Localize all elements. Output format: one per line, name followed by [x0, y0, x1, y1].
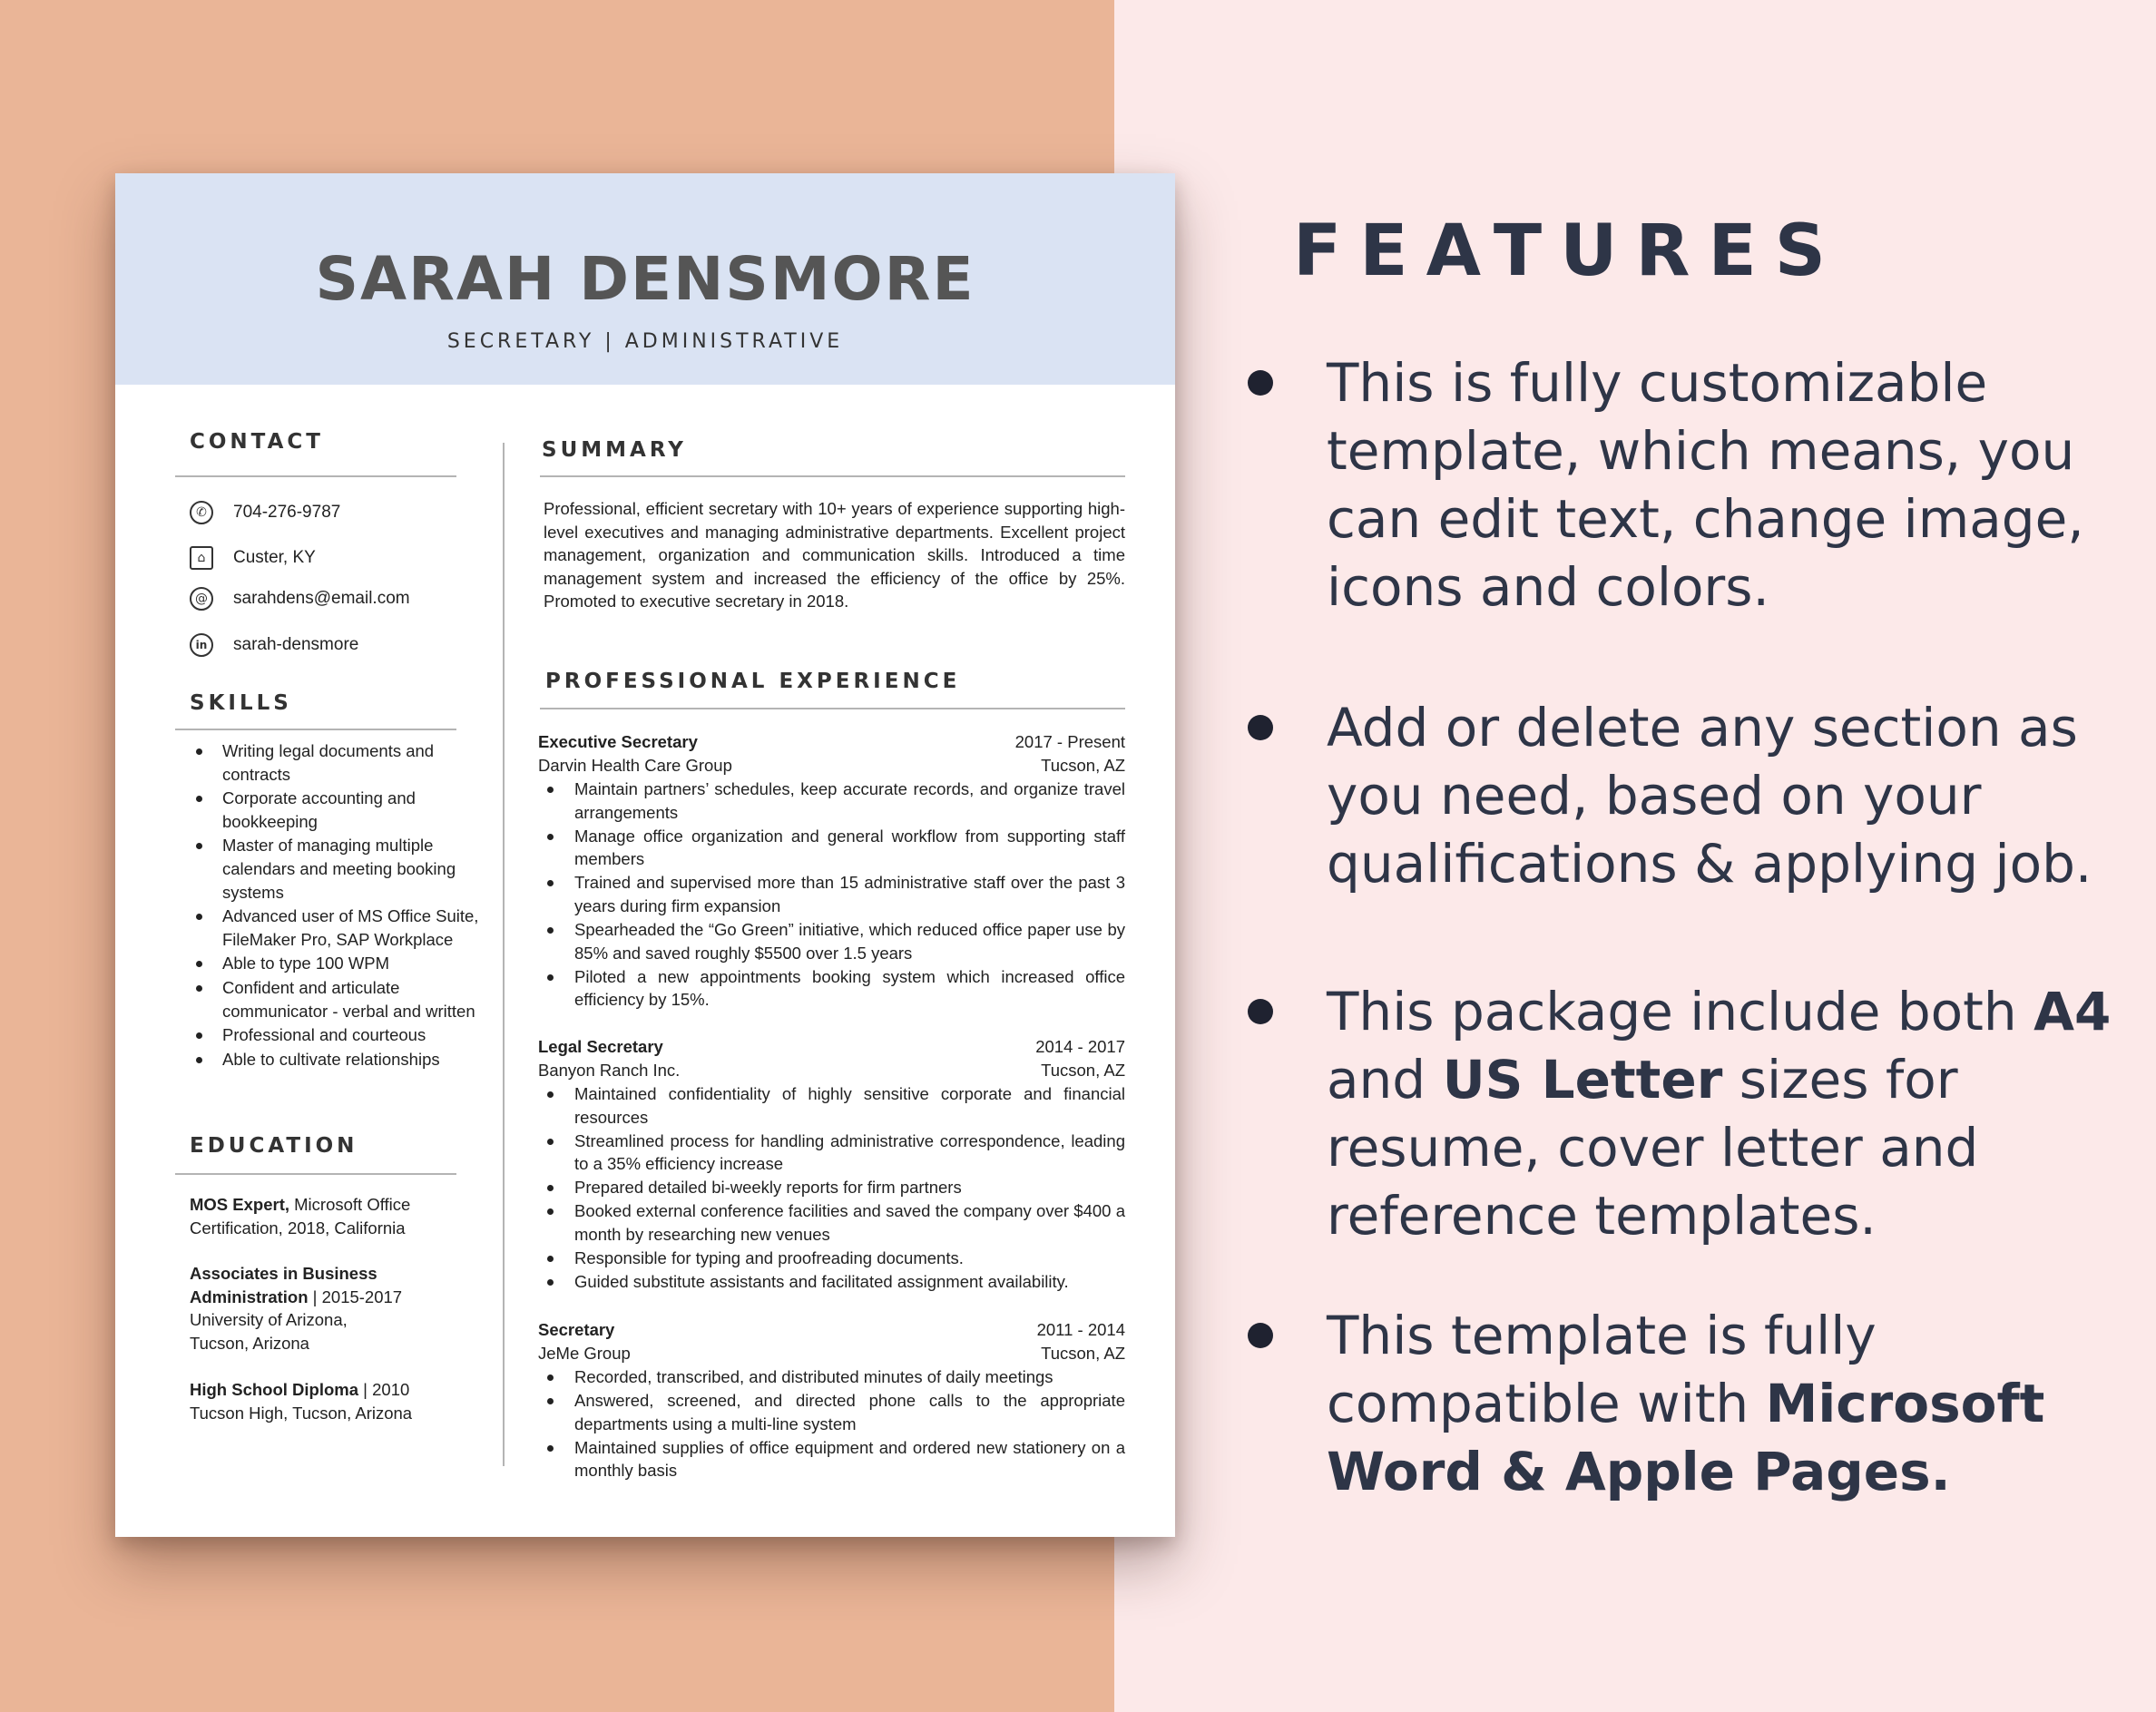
- job-dates: 2014 - 2017: [1035, 1037, 1125, 1056]
- job-company: Banyon Ranch Inc.: [538, 1060, 681, 1080]
- bullet-icon: [1248, 1323, 1273, 1348]
- edu-detail: | 2015-2017: [308, 1286, 403, 1306]
- edu-detail: Tucson, Arizona: [190, 1333, 309, 1353]
- list-item: Advanced user of MS Office Suite, FileMaker Pro, SAP Workplace: [190, 905, 498, 951]
- edu-detail: Tucson High, Tucson, Arizona: [190, 1403, 413, 1423]
- list-item: Responsible for typing and proofreading documents.: [538, 1247, 1125, 1270]
- feature-text: [1327, 978, 2125, 1250]
- experience-rule: [540, 708, 1125, 709]
- list-item: Maintained supplies of office equipment and ordered new stationery on a monthly basis: [538, 1436, 1125, 1482]
- features-title: FEATURES: [1293, 210, 1844, 292]
- list-item: Prepared detailed bi-weekly reports for firm partners: [538, 1176, 1125, 1199]
- contact-email-text: sarahdens@email.com: [233, 589, 410, 608]
- list-item: Maintain partners’ schedules, keep accurate records, and organize travel arrangements: [538, 778, 1125, 824]
- linkedin-icon: in: [190, 633, 213, 657]
- column-divider: [503, 443, 505, 1466]
- list-item: Professional and courteous: [190, 1023, 498, 1047]
- education-item: [190, 1262, 489, 1355]
- feature-text-bold: US Letter: [1442, 1049, 1723, 1110]
- phone-icon: ✆: [190, 501, 213, 524]
- feature-text: This is fully customizable template, which means, you can edit text, change image, icons and colors.: [1327, 352, 2084, 618]
- feature-text-part: This template is fully compatible with: [1327, 1305, 1877, 1434]
- list-item: Trained and supervised more than 15 administrative staff over the past 3 years during firm expansion: [538, 871, 1125, 917]
- edu-detail: University of Arizona,: [190, 1310, 348, 1330]
- job-dates: 2011 - 2014: [1036, 1320, 1125, 1339]
- resume-role: SECRETARY | ADMINISTRATIVE: [446, 330, 844, 353]
- feature-item: [1327, 1302, 2125, 1506]
- feature-item: [1327, 349, 2125, 621]
- job-bullets: [538, 1082, 1125, 1294]
- job-dates: 2017 - Present: [1014, 732, 1125, 751]
- education-item: [190, 1378, 489, 1424]
- feature-text-bold: Microsoft Word & Apple Pages.: [1327, 1373, 2045, 1502]
- list-item: Recorded, transcribed, and distributed minutes of daily meetings: [538, 1365, 1125, 1389]
- contact-phone: [190, 501, 340, 524]
- contact-rule: [175, 475, 456, 477]
- contact-linkedin-text: sarah-densmore: [233, 635, 359, 654]
- edu-degree: Associates in Business: [190, 1264, 377, 1283]
- feature-text-part: and: [1327, 1049, 1443, 1110]
- feature-text: [1327, 1302, 2125, 1506]
- feature-item: [1327, 694, 2125, 898]
- job-location: Tucson, AZ: [1041, 755, 1125, 775]
- list-item: Maintained confidentiality of highly sensitive corporate and financial resources: [538, 1082, 1125, 1129]
- skills-list: [190, 739, 498, 1071]
- resume-name: SARAH DENSMORE: [315, 244, 975, 314]
- edu-degree: MOS Expert,: [190, 1195, 289, 1214]
- edu-detail: Microsoft Office: [289, 1195, 411, 1214]
- contact-location: [190, 546, 316, 570]
- contact-email: [190, 587, 410, 611]
- education-rule: [175, 1173, 456, 1175]
- list-item: Answered, screened, and directed phone calls to the appropriate departments using a multi-line system: [538, 1389, 1125, 1435]
- list-item: Corporate accounting and bookkeeping: [190, 787, 498, 833]
- feature-text-part: This package include both: [1327, 981, 2034, 1042]
- summary-title: SUMMARY: [542, 438, 687, 462]
- list-item: Guided substitute assistants and facilitated assignment availability.: [538, 1270, 1125, 1294]
- at-icon: @: [190, 587, 213, 611]
- feature-text-bold: A4: [2034, 981, 2112, 1042]
- job-location: Tucson, AZ: [1041, 1343, 1125, 1363]
- job-title: Legal Secretary: [538, 1037, 663, 1056]
- feature-text: Add or delete any section as you need, based on your qualifications & applying job.: [1327, 697, 2092, 895]
- list-item: Streamlined process for handling administrative correspondence, leading to a 35% efficiency increase: [538, 1130, 1125, 1176]
- list-item: Writing legal documents and contracts: [190, 739, 498, 786]
- bullet-icon: [1248, 370, 1273, 396]
- job-title: Executive Secretary: [538, 732, 698, 751]
- summary-text: Professional, efficient secretary with 10+ years of experience supporting high-level executives and managing administrative departments. Excellent project management, organization and communication skills. Introduced a time management system and increased the efficiency of the office by 25%. Promoted to executive secretary in 2018.: [544, 499, 1125, 611]
- job-bullets: [538, 778, 1125, 1012]
- list-item: Confident and articulate communicator - verbal and written: [190, 976, 498, 1022]
- list-item: Able to cultivate relationships: [190, 1048, 498, 1071]
- job-header: [538, 1035, 1125, 1081]
- job-bullets: [538, 1365, 1125, 1482]
- edu-degree: High School Diploma: [190, 1380, 359, 1399]
- job-company: JeMe Group: [538, 1343, 631, 1363]
- bullet-icon: [1248, 715, 1273, 740]
- list-item: Piloted a new appointments booking system which increased office efficiency by 15%.: [538, 965, 1125, 1012]
- edu-detail: Certification, 2018, California: [190, 1218, 406, 1238]
- summary-rule: [540, 475, 1125, 477]
- job-header: [538, 730, 1125, 777]
- home-icon: ⌂: [190, 546, 213, 570]
- job-location: Tucson, AZ: [1041, 1060, 1125, 1080]
- skills-rule: [175, 729, 456, 730]
- education-item: [190, 1193, 489, 1239]
- job-company: Darvin Health Care Group: [538, 755, 732, 775]
- list-item: Able to type 100 WPM: [190, 952, 498, 975]
- edu-degree: Administration: [190, 1286, 309, 1306]
- contact-location-text: Custer, KY: [233, 548, 316, 567]
- list-item: Spearheaded the “Go Green” initiative, which reduced office paper use by 85% and saved roughly $5500 over 1.5 years: [538, 918, 1125, 964]
- feature-text-part: sizes for resume, cover letter and reference templates.: [1327, 1049, 1979, 1247]
- list-item: Manage office organization and general workflow from supporting staff members: [538, 825, 1125, 871]
- education-title: EDUCATION: [190, 1134, 358, 1158]
- experience-title: PROFESSIONAL EXPERIENCE: [545, 670, 961, 693]
- resume-sheet: [115, 173, 1175, 1537]
- edu-detail: | 2010: [358, 1380, 410, 1399]
- feature-item: [1327, 978, 2125, 1250]
- contact-phone-text: 704-276-9787: [233, 503, 341, 522]
- contact-linkedin: [190, 633, 358, 657]
- job-header: [538, 1318, 1125, 1365]
- list-item: Booked external conference facilities and saved the company over $400 a month by researching new venues: [538, 1199, 1125, 1246]
- job-title: Secretary: [538, 1320, 615, 1339]
- bullet-icon: [1248, 999, 1273, 1024]
- skills-title: SKILLS: [190, 691, 292, 715]
- resume-header: [115, 173, 1175, 385]
- contact-title: CONTACT: [190, 430, 324, 454]
- list-item: Master of managing multiple calendars and meeting booking systems: [190, 834, 498, 904]
